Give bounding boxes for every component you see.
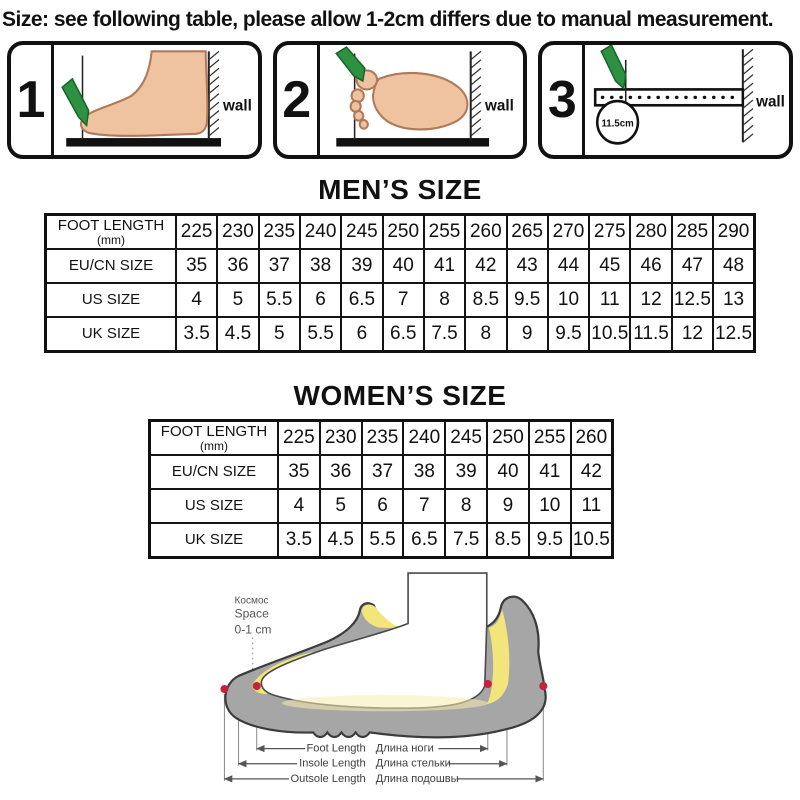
size-table-row (46, 283, 755, 317)
size-cell: 40 (383, 249, 424, 283)
wall-hatching (209, 51, 219, 136)
size-cell: 4 (176, 283, 217, 317)
space-label-en: Space (234, 606, 269, 621)
floor-bar (66, 138, 221, 146)
size-cell: 8 (465, 317, 506, 352)
womens-size-heading: WOMEN’S SIZE (293, 380, 507, 411)
size-cell: 245 (341, 215, 382, 250)
green-pencil-icon (62, 79, 88, 126)
size-cell: 245 (445, 421, 487, 456)
size-cell: 285 (672, 215, 713, 250)
size-cell: 5.5 (362, 523, 404, 558)
size-cell: 240 (403, 421, 445, 456)
size-cell: 280 (630, 215, 671, 250)
size-cell: 235 (259, 215, 300, 250)
foot-top-view-illustration (320, 45, 524, 155)
instruction-panel-2 (273, 41, 528, 159)
row-header: EU/CN SIZE (46, 249, 177, 283)
dimension-labels (289, 741, 459, 785)
wall-hatching (743, 49, 753, 142)
size-cell: 3.5 (278, 523, 320, 558)
foot-top-view-svg (320, 45, 524, 155)
insole-length-label-en: Insole Length (299, 757, 366, 770)
size-cell: 260 (571, 421, 613, 456)
size-cell: 4 (278, 489, 320, 523)
size-cell: 42 (571, 455, 613, 489)
size-cell: 37 (259, 249, 300, 283)
foot-side-shape (81, 51, 207, 136)
size-cell: 10.5 (589, 317, 630, 352)
size-cell: 250 (487, 421, 529, 456)
size-cell: 41 (529, 455, 571, 489)
size-cell: 5.5 (300, 317, 341, 352)
size-cell: 7 (383, 283, 424, 317)
size-cell: 7.5 (424, 317, 465, 352)
size-table-row (150, 489, 613, 523)
size-cell: 8.5 (487, 523, 529, 558)
instruction-panel-3 (538, 41, 793, 159)
foot-side-view-svg (54, 45, 258, 155)
size-cell: 290 (713, 215, 754, 250)
size-cell: 44 (548, 249, 589, 283)
size-cell: 255 (424, 215, 465, 250)
size-cell: 10 (548, 283, 589, 317)
size-table-row (150, 421, 613, 456)
size-table-row (150, 455, 613, 489)
ruler-measure-svg (585, 45, 789, 155)
foot-top-shape (350, 70, 467, 129)
size-cell: 225 (278, 421, 320, 456)
row-header: UK SIZE (150, 523, 279, 558)
size-cell: 235 (362, 421, 404, 456)
size-table-row (150, 523, 613, 558)
size-cell: 3.5 (176, 317, 217, 352)
size-cell: 11 (589, 283, 630, 317)
measuring-instructions (0, 32, 800, 159)
foot-length-label-en: Foot Length (306, 742, 366, 755)
panel-number: 2 (277, 45, 320, 155)
wall-label: wall (484, 97, 514, 115)
foot-length-label-ru: Длина ноги (375, 742, 434, 755)
green-pencil-icon (602, 45, 626, 88)
size-cell: 8.5 (465, 283, 506, 317)
size-cell: 36 (320, 455, 362, 489)
space-label (235, 595, 272, 636)
mens-size-heading: MEN’S SIZE (318, 174, 482, 205)
row-header: FOOT LENGTH (mm) (46, 215, 177, 250)
panel-number: 3 (542, 45, 585, 155)
size-cell: 250 (383, 215, 424, 250)
space-label-ru: Космос (234, 595, 269, 607)
size-table-row (46, 317, 755, 352)
insole-glow (282, 695, 488, 711)
foot-toe-dot (253, 682, 261, 690)
size-cell: 36 (217, 249, 258, 283)
size-cell: 255 (529, 421, 571, 456)
row-header: EU/CN SIZE (150, 455, 279, 489)
row-header: US SIZE (46, 283, 177, 317)
size-cell: 45 (589, 249, 630, 283)
outsole-front-dot (220, 685, 228, 693)
wall-label: wall (756, 93, 786, 111)
foot-heel-dot (484, 680, 492, 688)
size-cell: 9 (487, 489, 529, 523)
size-cell: 240 (300, 215, 341, 250)
row-header: US SIZE (150, 489, 279, 523)
foot-side-view-illustration (54, 45, 258, 155)
outsole-length-label-ru: Длина подошвы (375, 772, 459, 785)
size-cell: 225 (176, 215, 217, 250)
size-cell: 8 (445, 489, 487, 523)
size-cell: 38 (300, 249, 341, 283)
size-cell: 13 (713, 283, 754, 317)
size-cell: 270 (548, 215, 589, 250)
row-header: FOOT LENGTH (mm) (150, 421, 279, 456)
size-cell: 41 (424, 249, 465, 283)
size-cell: 6.5 (383, 317, 424, 352)
size-cell: 5.5 (259, 283, 300, 317)
outsole-length-label-en: Outsole Length (290, 772, 366, 785)
size-cell: 37 (362, 455, 404, 489)
size-cell: 46 (630, 249, 671, 283)
size-cell: 6.5 (341, 283, 382, 317)
size-cell: 9 (507, 317, 548, 352)
shoe-measurement-diagram (208, 571, 592, 795)
size-cell: 275 (589, 215, 630, 250)
shoe-cutaway-svg (208, 571, 592, 795)
size-cell: 11 (571, 489, 613, 523)
foot-inside-shoe (261, 573, 486, 708)
size-cell: 8 (424, 283, 465, 317)
row-header: UK SIZE (46, 317, 177, 352)
wall-hatching (470, 51, 480, 136)
size-cell: 5 (259, 317, 300, 352)
size-cell: 9.5 (507, 283, 548, 317)
size-cell: 10 (529, 489, 571, 523)
ruler-measure-illustration (585, 45, 789, 155)
size-cell: 7 (403, 489, 445, 523)
size-cell: 5 (320, 489, 362, 523)
size-cell: 38 (403, 455, 445, 489)
instruction-panel-1 (7, 41, 262, 159)
size-cell: 12 (672, 317, 713, 352)
wall-label: wall (223, 97, 252, 115)
size-cell: 6.5 (403, 523, 445, 558)
size-cell: 12 (630, 283, 671, 317)
space-value: 0-1 cm (234, 622, 272, 637)
insole-length-label-ru: Длина стельки (375, 757, 451, 770)
size-cell: 6 (341, 317, 382, 352)
size-cell: 9.5 (529, 523, 571, 558)
size-cell: 265 (507, 215, 548, 250)
size-cell: 12.5 (713, 317, 754, 352)
size-cell: 12.5 (672, 283, 713, 317)
size-cell: 230 (217, 215, 258, 250)
size-cell: 6 (300, 283, 341, 317)
size-cell: 7.5 (445, 523, 487, 558)
panel-number: 1 (11, 45, 54, 155)
size-cell: 6 (362, 489, 404, 523)
size-cell: 9.5 (548, 317, 589, 352)
size-cell: 10.5 (571, 523, 613, 558)
outsole-back-dot (539, 682, 547, 690)
size-cell: 230 (320, 421, 362, 456)
size-table-row (46, 215, 755, 250)
size-table-row (46, 249, 755, 283)
size-cell: 39 (341, 249, 382, 283)
size-cell: 11.5 (630, 317, 671, 352)
size-cell: 39 (445, 455, 487, 489)
floor-bar (336, 138, 489, 146)
size-cell: 48 (713, 249, 754, 283)
size-cell: 35 (176, 249, 217, 283)
size-cell: 4.5 (320, 523, 362, 558)
size-cell: 5 (217, 283, 258, 317)
circle-measurement-label: 11.5cm (601, 118, 635, 130)
size-cell: 35 (278, 455, 320, 489)
womens-size-table (148, 419, 614, 559)
size-cell: 47 (672, 249, 713, 283)
size-cell: 43 (507, 249, 548, 283)
size-cell: 4.5 (217, 317, 258, 352)
mens-size-table (44, 213, 756, 353)
size-cell: 40 (487, 455, 529, 489)
page-title: Size: see following table, please allow 1-2cm differs due to manual measurement. (2, 8, 774, 31)
green-pencil-icon (336, 47, 365, 81)
size-cell: 260 (465, 215, 506, 250)
size-cell: 42 (465, 249, 506, 283)
